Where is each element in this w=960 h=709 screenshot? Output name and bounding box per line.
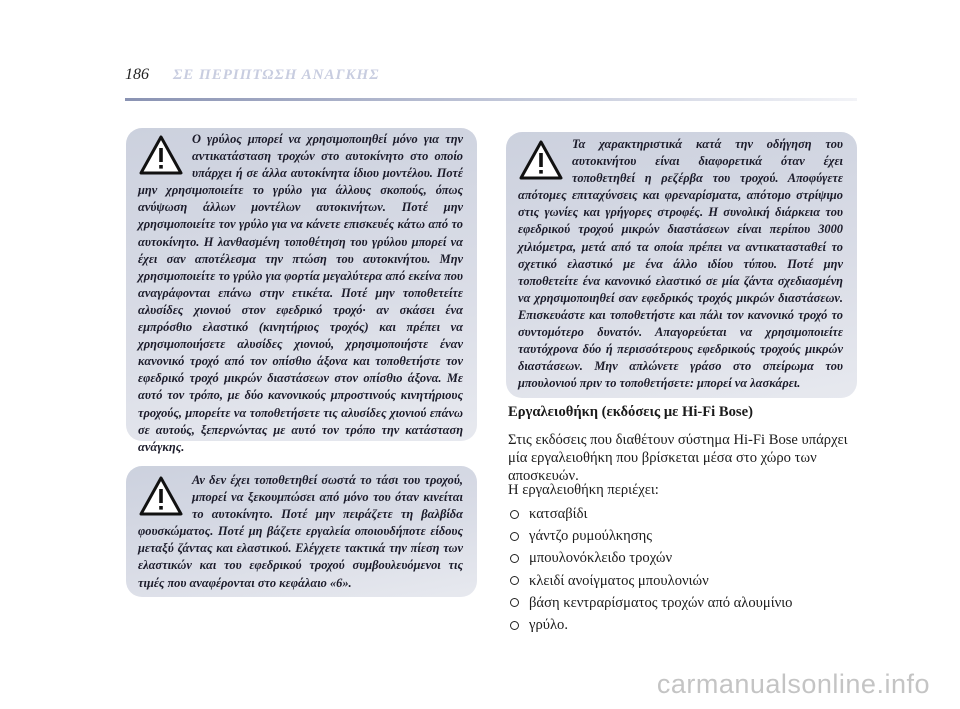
page-number: 186	[125, 66, 149, 83]
warning-triangle-icon	[138, 133, 184, 177]
warning-triangle-icon	[138, 474, 184, 518]
toolkit-list	[508, 503, 868, 636]
bullet-circle-icon	[510, 598, 519, 607]
list-item: κλειδί ανοίγματος μπουλονιών	[508, 570, 868, 592]
warning-text: Τα χαρακτηριστικά κατά την οδήγηση του αυτοκινήτου είναι διαφορετικά όταν έχει τοποθετηθεί η ρεζέρβα του τροχού. Αποφύγετε απότομες επιταχύνσεις και φρεναρίσματα, απότομο στρίψιμο στις γωνίες και γρήγορες στροφές. Η συνολική διάρκεια του εφεδρικού τροχού μικρών διαστάσεων είναι περίπου 3000 χιλιόμετρα, μετά από τα οποία πρέπει να αντικατασταθεί το σχετικό ελαστικό με ένα άλλο ιδίου τύπου. Ποτέ μην τοποθετείτε ένα κανονικό ελαστικό σε μία ζάντα σχεδιασμένη να χρησιμοποιηθεί σαν εφεδρικός τροχός μικρών διαστάσεων. Επισκευάστε και τοποθετήστε και πάλι τον κανονικό τροχό το συντομότερο δυνατόν. Απαγορεύεται να χρησιμοποιείτε ταυτόχρονα δύο ή περισσότερους εφεδρικούς τροχούς μικρών διαστάσεων. Μην απλώνετε γράσο στο σπείρωμα του μπουλονιού πριν το τοποθετήσετε: μπορεί να λασκάρει.	[518, 137, 843, 391]
list-item: μπουλονόκλειδο τροχών	[508, 547, 868, 569]
toolkit-intro: Στις εκδόσεις που διαθέτουν σύστημα Hi-Fi Bose υπάρχει μία εργαλειοθήκη που βρίσκεται μέσα στο χώρο των αποσκευών.	[508, 432, 848, 484]
warning-box-jack	[126, 128, 477, 454]
warning-text: Ο γρύλος μπορεί να χρησιμοποιηθεί μόνο για την αντικατάσταση τροχών στο αυτοκίνητο στο οποίο υπάρχει ή σε άλλα αυτοκίνητα ίδιου μοντέλου. Ποτέ μην χρησιμοποιείτε το γρύλο για άλλους σκοπούς, όπως ανύψωση άλλων μοντέλων αυτοκινήτων. Ποτέ μην χρησιμοποιείτε τον γρύλο για να κάνετε επισκευές κάτω από το αυτοκίνητο. Η λανθασμένη τοποθέτηση του γρύλου μπορεί να έχει σαν αποτέλεσμα την πτώση του αυτοκινήτου. Μην χρησιμοποιείτε το γρύλο για φορτία μεγαλύτερα από εκείνα που αναγράφονται επάνω στην ετικέτα. Ποτέ μην τοποθετείτε αλυσίδες χιονιού στον εφεδρικό τροχό· αν σκάσει ένα εμπρόσθιο ελαστικό (κινητήριος τροχός) και πρέπει να χρησιμοποιήσετε αλυσίδες χιονιού, χρησιμοποιήστε έναν κανονικό τροχό από τον οπίσθιο άξονα και τοποθετήστε τον εφεδρικό τροχό μικρών διαστάσεων στον οπίσθιο άξονα. Με αυτό τον τρόπο, με δύο κανονικούς μπροστινούς κινητήριους τροχούς, μπορείτε να τοποθετήσετε τις αλυσίδες χιονιού επάνω σε αυτούς, ξεπερνώντας με αυτό τον τρόπο την κατάσταση ανάγκης.	[138, 132, 463, 454]
list-item: βάση κεντραρίσματος τροχών από αλουμίνιο	[508, 592, 868, 614]
toolkit-section	[508, 403, 868, 636]
toolkit-title: Εργαλειοθήκη (εκδόσεις με Hi-Fi Bose)	[508, 404, 753, 420]
watermark: carmanualsonline.info	[656, 669, 930, 699]
warning-box-spare-wheel	[506, 132, 857, 398]
warning-text: Αν δεν έχει τοποθετηθεί σωστά το τάσι του τροχού, μπορεί να ξεκουμπώσει από μόνο του όταν κινείται το αυτοκίνητο. Ποτέ μην πειράζετε τη βαλβίδα φουσκώματος. Ποτέ μη βάζετε εργαλεία οποιουδήποτε είδους μεταξύ ζάντας και ελαστικού. Ελέγχετε τακτικά την πίεση των ελαστικών και του εφεδρικού τροχού συμβουλευόμενοι τις τιμές που αναφέρονται στο κεφάλαιο «6».	[138, 473, 463, 590]
list-item: γρύλο.	[508, 614, 868, 636]
bullet-circle-icon	[510, 510, 519, 519]
bullet-circle-icon	[510, 621, 519, 630]
bullet-circle-icon	[510, 576, 519, 585]
bullet-circle-icon	[510, 554, 519, 563]
list-item: κατσαβίδι	[508, 503, 868, 525]
chapter-title: ΣΕ ΠΕΡΙΠΤΩΣΗ ΑΝΑΓΚΗΣ	[173, 67, 380, 83]
page-header	[125, 66, 379, 84]
bullet-circle-icon	[510, 532, 519, 541]
list-item: γάντζο ρυμούλκησης	[508, 525, 868, 547]
warning-box-hubcap	[126, 466, 477, 597]
toolkit-contains-label: Η εργαλειοθήκη περιέχει:	[508, 482, 659, 498]
header-rule	[125, 98, 857, 101]
warning-triangle-icon	[518, 138, 564, 182]
